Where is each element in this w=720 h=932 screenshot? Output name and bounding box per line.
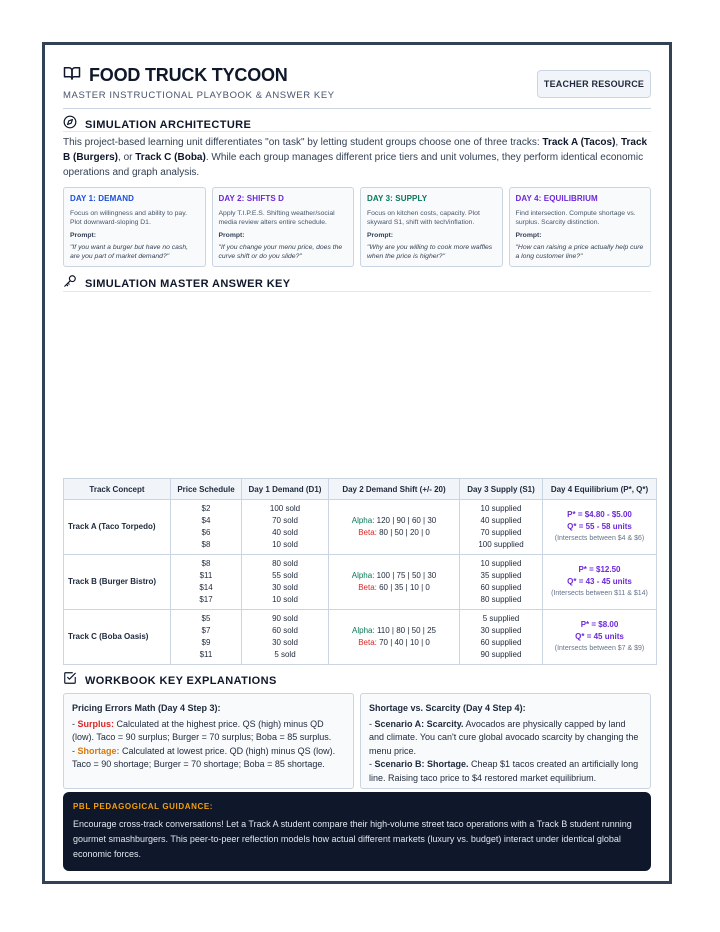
supply-value: 100 supplied bbox=[478, 540, 524, 549]
table-row bbox=[64, 500, 657, 555]
pbl-title: PBL PEDAGOGICAL GUIDANCE: bbox=[73, 802, 214, 811]
day-title: DAY 4: EQUILIBRIUM bbox=[515, 194, 598, 203]
prompt-label: Prompt: bbox=[218, 232, 245, 239]
equilibrium-price: P* = $4.80 - $5.00 bbox=[567, 510, 632, 519]
price-value: $4 bbox=[201, 516, 211, 525]
supply-value: 70 supplied bbox=[480, 528, 522, 537]
track-a-label: Track A (Tacos) bbox=[542, 137, 616, 148]
beta-values: 60 | 35 | 10 | 0 bbox=[376, 583, 430, 592]
table-header-row bbox=[64, 479, 657, 500]
price-value: $14 bbox=[199, 583, 213, 592]
day-description: Focus on kitchen costs, capacity. Plot skyward S1, shift with tech/inflation. bbox=[367, 210, 480, 226]
alpha-label: Alpha: bbox=[351, 516, 375, 525]
table-row bbox=[64, 555, 657, 610]
intro-text: . While each group manages different price tiers and unit volumes, they perform identical economic operations and graph analysis. bbox=[63, 152, 644, 178]
alpha-values: 110 | 80 | 50 | 25 bbox=[374, 626, 436, 635]
supply-value: 60 supplied bbox=[480, 583, 522, 592]
intro-separator: , or bbox=[118, 152, 136, 163]
demand-value: 30 sold bbox=[272, 583, 298, 592]
day1-demand bbox=[242, 610, 329, 665]
demand-value: 80 sold bbox=[272, 559, 298, 568]
day4-equilibrium bbox=[543, 610, 657, 665]
price-value: $11 bbox=[199, 650, 213, 659]
day-card bbox=[63, 187, 206, 267]
equilibrium-quantity: Q* = 55 - 58 units bbox=[567, 522, 632, 531]
day2-demand-shift bbox=[329, 555, 460, 610]
day-prompt: "How can raising a price actually help cure a long customer line?" bbox=[515, 244, 644, 260]
track-b-label: Track B (Burgers) bbox=[63, 137, 648, 163]
demand-value: 30 sold bbox=[272, 638, 298, 647]
supply-value: 80 supplied bbox=[480, 595, 522, 604]
header bbox=[63, 65, 288, 86]
scenario-a-text: Avocados are physically capped by land and climate. You can't cure global avocado scarcity by changing the menu price. bbox=[369, 718, 639, 756]
supply-value: 35 supplied bbox=[480, 571, 522, 580]
architecture-divider bbox=[63, 131, 651, 132]
prompt-label: Prompt: bbox=[367, 232, 394, 239]
shortage-text: Calculated at lowest price. QD (high) minus QS (low). Taco = 90 shortage; Burger = 70 shortage; Boba = 85 shortage. bbox=[72, 745, 336, 769]
price-value: $11 bbox=[199, 571, 213, 580]
day-description: Focus on willingness and ability to pay. Plot downward-sloping D1. bbox=[70, 210, 187, 226]
architecture-title: SIMULATION ARCHITECTURE bbox=[85, 118, 252, 131]
shortage-explanation bbox=[72, 745, 345, 772]
equilibrium-quantity: Q* = 45 units bbox=[575, 632, 624, 641]
prompt-label: Prompt: bbox=[515, 232, 542, 239]
day-prompt: "Why are you willing to cook more waffles when the price is higher?" bbox=[367, 244, 493, 260]
alpha-shift bbox=[332, 515, 456, 527]
card-title: Shortage vs. Scarcity (Day 4 Step 4): bbox=[369, 703, 526, 713]
column-header: Day 1 Demand (D1) bbox=[242, 479, 329, 500]
equilibrium-note: (Intersects between $7 & $9) bbox=[554, 645, 645, 652]
alpha-values: 100 | 75 | 50 | 30 bbox=[374, 571, 437, 580]
bullet-dash: - bbox=[72, 718, 78, 729]
supply-value: 90 supplied bbox=[480, 650, 522, 659]
price-value: $8 bbox=[201, 559, 211, 568]
equilibrium-note: (Intersects between $11 & $14) bbox=[551, 590, 648, 597]
track-concept: Track C (Boba Oasis) bbox=[64, 610, 171, 665]
day3-supply bbox=[460, 610, 543, 665]
day1-demand bbox=[242, 500, 329, 555]
beta-label: Beta: bbox=[358, 638, 377, 647]
supply-value: 10 supplied bbox=[480, 559, 522, 568]
page-subtitle: MASTER INSTRUCTIONAL PLAYBOOK & ANSWER KEY bbox=[63, 90, 335, 101]
column-header: Day 4 Equilibrium (P*, Q*) bbox=[543, 479, 657, 500]
header-divider bbox=[63, 108, 651, 109]
pricing-errors-card bbox=[63, 693, 354, 789]
price-value: $8 bbox=[201, 540, 211, 549]
day-title: DAY 2: SHIFTS D bbox=[218, 194, 285, 203]
day3-supply bbox=[460, 500, 543, 555]
price-value: $5 bbox=[201, 614, 211, 623]
day-title: DAY 1: DEMAND bbox=[70, 194, 134, 203]
pbl-text: Encourage cross-track conversations! Let a Track A student compare their high-volume street taco operations with a Track B student running gourmet smashburgers. This peer-to-peer reflection models how actual different markets (luxury vs. budget) interact under identical global economic forces. bbox=[73, 819, 632, 859]
day-card bbox=[360, 187, 503, 267]
day-title: DAY 3: SUPPLY bbox=[367, 194, 428, 203]
column-header: Price Schedule bbox=[171, 479, 242, 500]
page-title: FOOD TRUCK TYCOON bbox=[89, 65, 288, 85]
demand-value: 90 sold bbox=[272, 614, 298, 623]
day-prompt: "If you want a burger but have no cash, are you part of market demand?" bbox=[70, 244, 189, 260]
column-header: Day 3 Supply (S1) bbox=[460, 479, 543, 500]
day4-equilibrium bbox=[543, 500, 657, 555]
beta-shift bbox=[332, 637, 456, 649]
track-c-label: Track C (Boba) bbox=[135, 152, 206, 163]
supply-value: 30 supplied bbox=[480, 626, 522, 635]
table-row bbox=[64, 610, 657, 665]
beta-shift bbox=[332, 527, 456, 539]
workbook-title: WORKBOOK KEY EXPLANATIONS bbox=[85, 674, 277, 687]
card-title: Pricing Errors Math (Day 4 Step 3): bbox=[72, 703, 221, 713]
demand-value: 70 sold bbox=[272, 516, 298, 525]
architecture-intro bbox=[63, 135, 651, 180]
demand-value: 55 sold bbox=[272, 571, 298, 580]
price-value: $7 bbox=[201, 626, 211, 635]
beta-values: 70 | 40 | 10 | 0 bbox=[376, 638, 430, 647]
price-value: $6 bbox=[201, 528, 211, 537]
prompt-label: Prompt: bbox=[70, 232, 97, 239]
equilibrium-note: (Intersects between $4 & $6) bbox=[554, 535, 645, 542]
day-card bbox=[509, 187, 652, 267]
day-description: Find intersection. Compute shortage vs. surplus. Scarcity distinction. bbox=[515, 210, 636, 226]
supply-value: 40 supplied bbox=[480, 516, 522, 525]
demand-value: 60 sold bbox=[272, 626, 298, 635]
page-content bbox=[63, 45, 651, 881]
equilibrium-price: P* = $8.00 bbox=[580, 620, 619, 629]
day1-demand bbox=[242, 555, 329, 610]
day-cards bbox=[63, 187, 651, 267]
checkbox-icon bbox=[63, 671, 77, 690]
alpha-values: 120 | 90 | 60 | 30 bbox=[374, 516, 437, 525]
day-prompt: "If you change your menu price, does the curve shift or do you slide?" bbox=[218, 244, 343, 260]
answer-key-title: SIMULATION MASTER ANSWER KEY bbox=[85, 277, 291, 290]
surplus-label: Surplus: bbox=[77, 718, 115, 729]
pbl-guidance-box bbox=[63, 792, 651, 871]
column-header: Day 2 Demand Shift (+/- 20) bbox=[329, 479, 460, 500]
demand-value: 100 sold bbox=[269, 504, 301, 513]
day2-demand-shift bbox=[329, 500, 460, 555]
price-value: $2 bbox=[201, 504, 211, 513]
bullet-dash: - bbox=[369, 718, 375, 729]
column-header: Track Concept bbox=[64, 479, 171, 500]
beta-shift bbox=[332, 582, 456, 594]
day2-demand-shift bbox=[329, 610, 460, 665]
equilibrium-quantity: Q* = 43 - 45 units bbox=[567, 577, 632, 586]
scenario-a-label: Scenario A: Scarcity. bbox=[374, 718, 464, 729]
shortage-label: Shortage: bbox=[77, 745, 120, 756]
answer-key-divider bbox=[63, 291, 651, 292]
intro-separator: , bbox=[615, 137, 621, 148]
price-schedule bbox=[171, 500, 242, 555]
demand-value: 5 sold bbox=[274, 650, 296, 659]
supply-value: 10 supplied bbox=[480, 504, 522, 513]
intro-text: This project-based learning unit differentiates "on task" by letting student groups choose one of three tracks: bbox=[63, 137, 543, 148]
supply-value: 60 supplied bbox=[480, 638, 522, 647]
beta-label: Beta: bbox=[358, 583, 377, 592]
beta-label: Beta: bbox=[358, 528, 377, 537]
day4-equilibrium bbox=[543, 555, 657, 610]
price-value: $17 bbox=[199, 595, 213, 604]
scenario-a bbox=[369, 718, 642, 759]
scenario-b bbox=[369, 758, 642, 785]
equilibrium-price: P* = $12.50 bbox=[578, 565, 621, 574]
scenario-b-text: Cheap $1 tacos created an artificially long line. Raising taco price to $4 restored market equilibrium. bbox=[369, 759, 639, 783]
day-description: Apply T.I.P.E.S. Shifting weather/social media review alters entire schedule. bbox=[218, 210, 335, 226]
surplus-explanation bbox=[72, 718, 345, 745]
alpha-shift bbox=[332, 625, 456, 637]
playbook-page bbox=[42, 42, 672, 884]
answer-key-table bbox=[63, 478, 657, 665]
day3-supply bbox=[460, 555, 543, 610]
demand-value: 10 sold bbox=[272, 540, 298, 549]
shortage-scarcity-card bbox=[360, 693, 651, 789]
book-icon bbox=[63, 65, 81, 86]
track-concept: Track B (Burger Bistro) bbox=[64, 555, 171, 610]
alpha-label: Alpha: bbox=[351, 571, 375, 580]
alpha-shift bbox=[332, 570, 456, 582]
beta-values: 80 | 50 | 20 | 0 bbox=[376, 528, 430, 537]
price-schedule bbox=[171, 610, 242, 665]
bullet-dash: - bbox=[72, 745, 78, 756]
workbook-heading bbox=[63, 671, 651, 690]
demand-value: 10 sold bbox=[272, 595, 298, 604]
day-card bbox=[212, 187, 355, 267]
price-value: $9 bbox=[201, 638, 211, 647]
alpha-label: Alpha: bbox=[352, 626, 375, 635]
bullet-dash: - bbox=[369, 759, 375, 769]
teacher-resource-badge: TEACHER RESOURCE bbox=[537, 70, 651, 98]
supply-value: 5 supplied bbox=[482, 614, 520, 623]
scenario-b-label: Scenario B: Shortage. bbox=[374, 759, 469, 769]
surplus-text: Calculated at the highest price. QS (high) minus QD (low). Taco = 90 surplus; Burger = 70 surplus; Boba = 85 surplus. bbox=[72, 718, 332, 742]
track-concept: Track A (Taco Torpedo) bbox=[64, 500, 171, 555]
price-schedule bbox=[171, 555, 242, 610]
demand-value: 40 sold bbox=[272, 528, 298, 537]
